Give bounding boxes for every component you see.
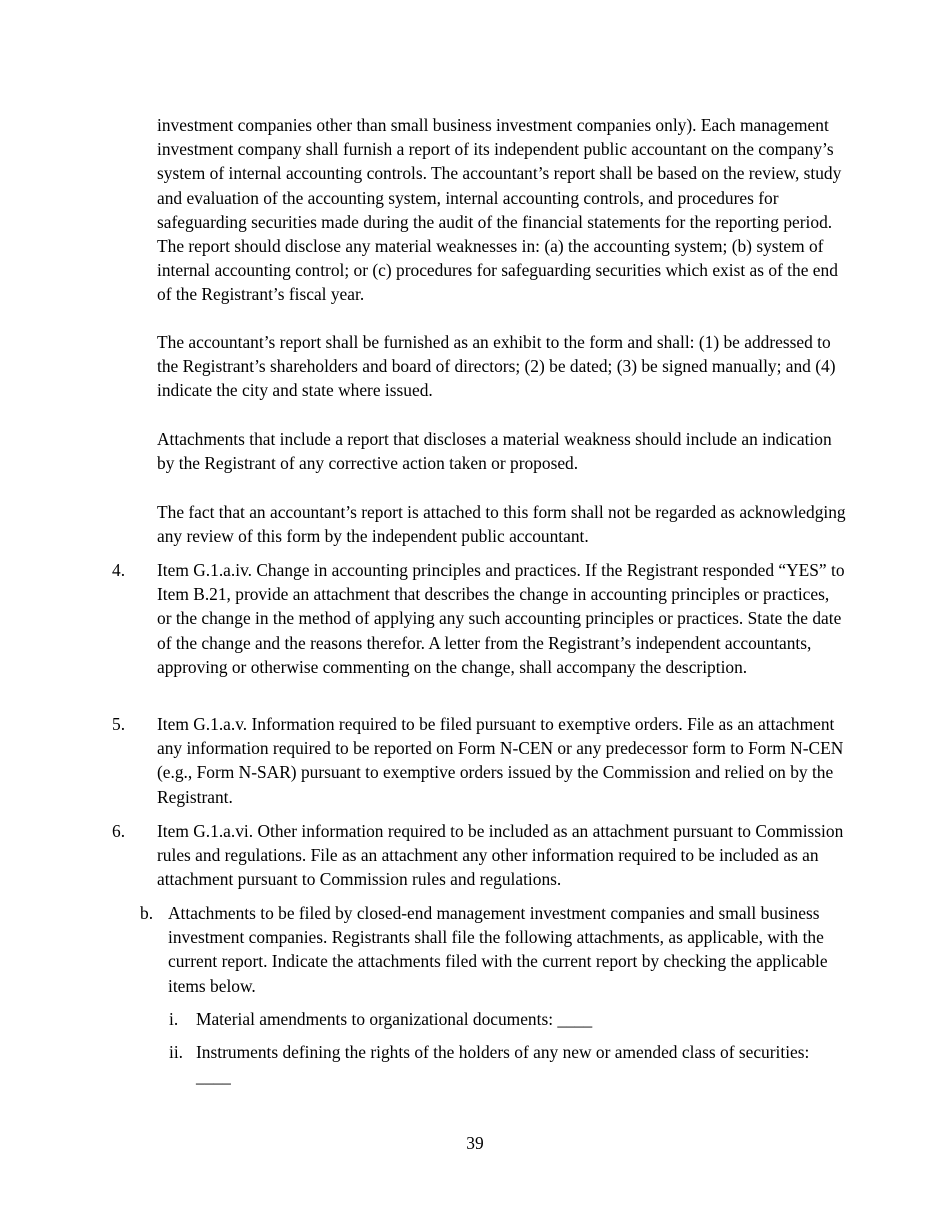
roman-numeral: ii. xyxy=(169,1042,184,1062)
page-number: 39 xyxy=(466,1133,484,1153)
checklist-item-text: Instruments defining the rights of the holders of any new or amended class of securities: ____ xyxy=(196,1042,810,1087)
list-number: 6. xyxy=(112,821,126,841)
sub-item-letter: b. xyxy=(140,903,154,923)
list-item-text: Item G.1.a.iv. Change in accounting principles and practices. If the Registrant responded “YES” to Item B.21, provide an attachment that describes the change in accounting principles or practices, or the change in the method of applying any such accounting principles or practices. State the date of the change and the reasons therefor. A letter from the Registrant’s independent accountants, approving or otherwise commenting on the change, shall accompany the description. xyxy=(157,560,845,677)
sub-item-text: Attachments to be filed by closed-end management investment companies and small business investment companies. Registrants shall file the following attachments, as applicable, with the current report. Indicate the attachments filed with the current report by checking the applicable items below. xyxy=(168,903,828,996)
checklist-item-text: Material amendments to organizational documents: ____ xyxy=(196,1009,593,1029)
list-number: 4. xyxy=(112,560,126,580)
paragraph-internal-controls: investment companies other than small business investment companies only). Each management investment company shall furnish a report of its independent public accountant on the company’s system of internal accounting controls. The accountant’s report shall be based on the review, study and evaluation of the accounting system, internal accounting controls, and procedures for safeguarding securities made during the audit of the financial statements for the reporting period. The report should disclose any material weaknesses in: (a) the accounting system; (b) system of internal accounting control; or (c) procedures for safeguarding securities which exist as of the end of the Registrant’s fiscal year. xyxy=(157,115,842,305)
roman-numeral: i. xyxy=(169,1009,179,1029)
list-item-text: Item G.1.a.vi. Other information required to be included as an attachment pursuant to Commission rules and regulations. File as an attachment any other information required to be included as an attachment pursuant to Commission rules and regulations. xyxy=(157,821,844,890)
paragraph-report-requirements: The accountant’s report shall be furnished as an exhibit to the form and shall: (1) be addressed to the Registrant’s shareholders and board of directors; (2) be dated; (3) be signed manually; and (4) indicate the city and state where issued. xyxy=(157,332,836,401)
paragraph-material-weakness: Attachments that include a report that discloses a material weakness should include an indication by the Registrant of any corrective action taken or proposed. xyxy=(157,429,832,474)
paragraph-not-review: The fact that an accountant’s report is attached to this form shall not be regarded as acknowledging any review of this form by the independent public accountant. xyxy=(157,502,846,547)
list-item-text: Item G.1.a.v. Information required to be filed pursuant to exemptive orders. File as an attachment any information required to be reported on Form N-CEN or any predecessor form to Form N-CEN (e.g., Form N-SAR) pursuant to exemptive orders issued by the Commission and relied on by the Registrant. xyxy=(157,714,844,807)
list-number: 5. xyxy=(112,714,126,734)
